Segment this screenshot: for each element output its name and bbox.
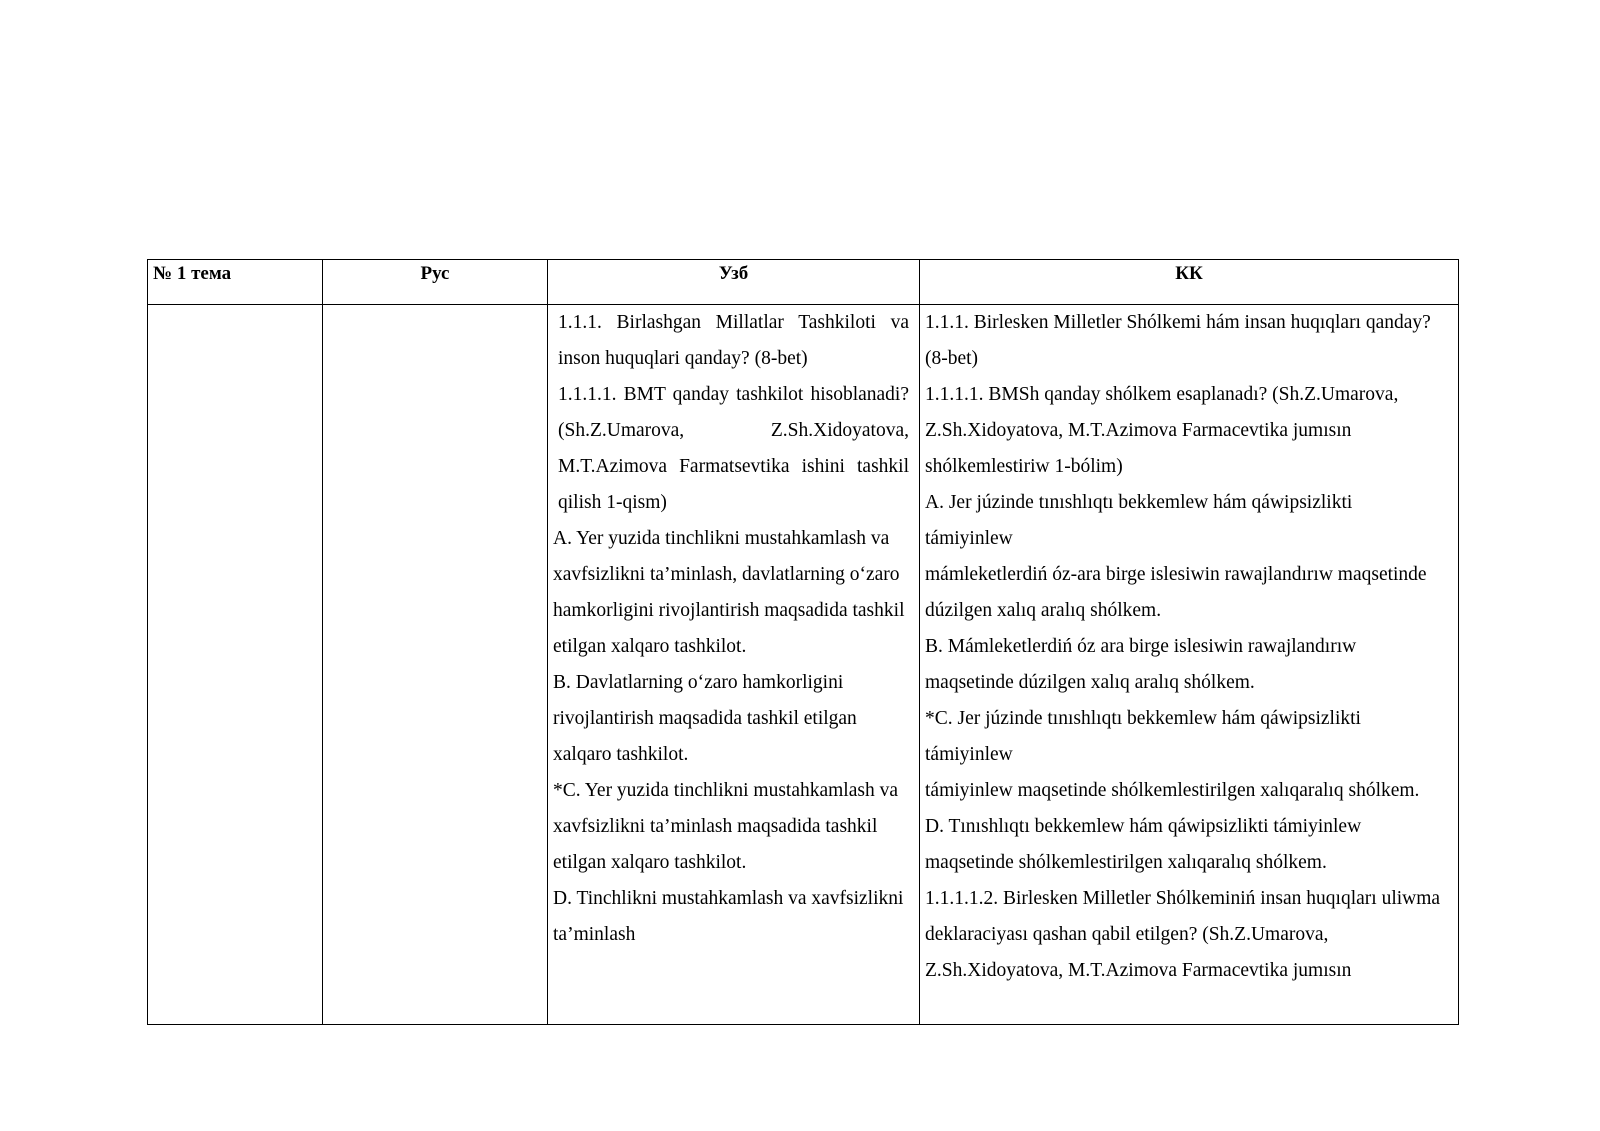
uzbek-option-a: A. Yer yuzida tinchlikni mustahkamlash va xavfsizlikni ta’minlash, davlatlarning o‘zaro hamkorligini rivojlantirish maqsadida tashkil etilgan xalqaro tashkilot. [553,528,905,657]
content-row [148,305,1459,1025]
header-topic-number: № 1 тема [148,260,323,305]
uzbek-option-d: D. Tinchlikni mustahkamlash va xavfsizlikni ta’minlash [553,888,904,945]
karakalpak-option-b: B. Mámleketlerdiń óz ara birge islesiwin rawajlandırıw maqsetinde dúzilgen xalıq aralıq shólkem. [925,636,1357,693]
karakalpak-option-c-continued: támiyinlew maqsetinde shólkemlestirilgen xalıqaralıq shólkem. [925,780,1420,801]
uzbek-option-c-correct: *C. Yer yuzida tinchlikni mustahkamlash va xavfsizlikni ta’minlash maqsadida tashkil etilgan xalqaro tashkilot. [553,780,899,873]
uzbek-option-b: B. Davlatlarning o‘zaro hamkorligini rivojlantirish maqsadida tashkil etilgan xalqaro tashkilot. [553,672,857,765]
header-karakalpak: КК [920,260,1459,305]
karakalpak-option-a-continued: mámleketlerdiń óz-ara birge islesiwin rawajlandırıw maqsetinde dúzilgen xalıq aralıq shólkem. [925,564,1427,621]
karakalpak-option-a: A. Jer júzinde tınıshlıqtı bekkemlew hám qáwipsizlikti támiyinlew [925,492,1353,549]
karakalpak-question: 1.1.1.1. BMSh qanday shólkem esaplanadı? (Sh.Z.Umarova, Z.Sh.Xidoyatova, M.T.Azimova Farmacevtika jumısın shólkemlestiriw 1-bólim) [925,384,1399,477]
header-russian: Рус [323,260,548,305]
document-table [147,259,1459,1025]
cell-topic-number [148,305,323,1025]
karakalpak-option-d: D. Tınıshlıqtı bekkemlew hám qáwipsizlikti támiyinlew maqsetinde shólkemlestirilgen xalıqaralıq shólkem. [925,816,1362,873]
uzbek-question-heading: 1.1.1. Birlashgan Millatlar Tashkiloti va inson huquqlari qanday? (8-bet) [558,312,909,369]
cell-karakalpak [920,305,1459,1025]
karakalpak-question-heading: 1.1.1. Birlesken Milletler Shólkemi hám insan huqıqları qanday? (8-bet) [925,312,1431,369]
cell-uzbek [548,305,920,1025]
uzbek-question: 1.1.1.1. BMT qanday tashkilot hisoblanadi? (Sh.Z.Umarova, Z.Sh.Xidoyatova, M.T.Azimova Farmatsevtika ishini tashkil qilish 1-qism) [558,384,909,513]
header-row [148,260,1459,305]
karakalpak-option-c-correct: *C. Jer júzinde tınıshlıqtı bekkemlew hám qáwipsizlikti támiyinlew [925,708,1361,765]
header-uzbek: Узб [548,260,920,305]
cell-russian [323,305,548,1025]
karakalpak-next-question: 1.1.1.1.2. Birlesken Milletler Shólkeminiń insan huqıqları uliwma deklaraciyası qashan qabil etilgen? (Sh.Z.Umarova, Z.Sh.Xidoyatova, M.T.Azimova Farmacevtika jumısın [925,888,1441,981]
